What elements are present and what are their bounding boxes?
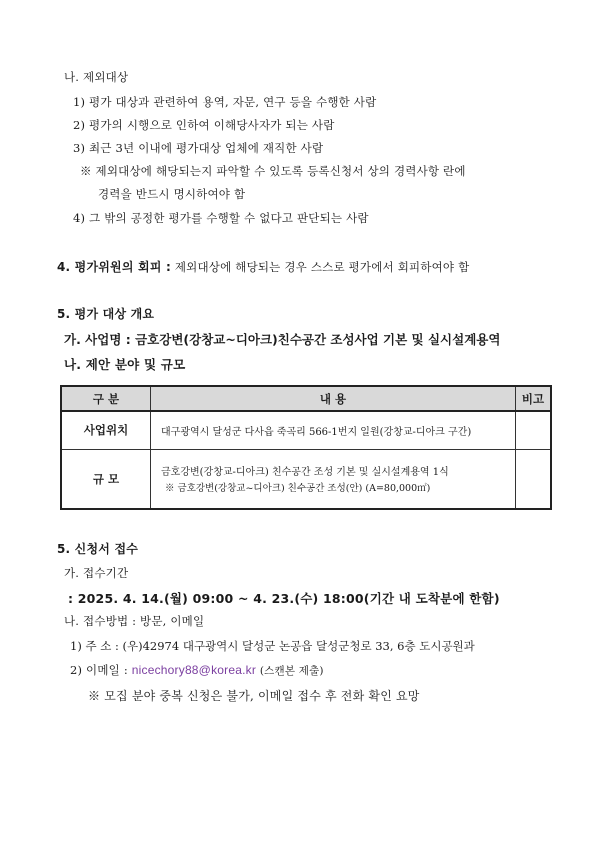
exclusion-note-line1: ※ 제외대상에 해당되는지 파악할 수 있도록 등록신청서 상의 경력사항 란에 [80,164,466,178]
table-cell-note [516,449,552,509]
table-header-row [61,386,551,411]
table-header-category: 구 분 [61,386,151,411]
section4-line [57,258,469,275]
table-cell-label: 사업위치 [61,411,151,449]
application-method: 나. 접수방법 : 방문, 이메일 [64,614,205,628]
table-row [61,411,551,449]
email-prefix: 2) 이메일 : [70,663,128,677]
application-period: : 2025. 4. 14.(월) 09:00 ~ 4. 23.(수) 18:00(기간 내 도착분에 한함) [68,591,500,606]
email-line [70,662,324,678]
table-cell-note [516,411,552,449]
overview-table [60,385,552,510]
table-cell-content: 대구광역시 달성군 다사읍 죽곡리 566-1번지 일원(강창교-디아크 구간) [151,411,516,449]
period-label: 가. 접수기간 [64,566,129,580]
table-cell-subnote: ※ 금호강변(강창교~디아크) 친수공간 조성(안) (A=80,000㎡) [165,483,431,495]
application-address: 1) 주 소 : (우)42974 대구광역시 달성군 논공읍 달성군청로 33, 6층 도시공원과 [70,639,475,653]
email-link[interactable]: nicechory88@korea.kr [131,663,257,677]
section4-title: 4. 평가위원의 회피 : [57,260,171,274]
table-header-content: 내 용 [151,386,516,411]
table-cell-label: 규 모 [61,449,151,509]
exclusion-heading: 나. 제외대상 [64,70,129,84]
section5-application-title: 5. 신청서 접수 [57,542,139,556]
exclusion-item-2: 2) 평가의 시행으로 인하여 이해당사자가 되는 사람 [73,118,335,132]
exclusion-item-3: 3) 최근 3년 이내에 평가대상 업체에 재직한 사람 [73,141,324,155]
application-notice: ※ 모집 분야 중복 신청은 불가, 이메일 접수 후 전화 확인 요망 [88,689,420,703]
table-row [61,449,551,509]
table-cell-content: 금호강변(강창교-디아크) 친수공간 조성 기본 및 실시설계용역 1식 [161,467,449,479]
exclusion-item-4: 4) 그 밖의 공정한 평가를 수행할 수 없다고 판단되는 사람 [73,211,369,225]
email-suffix: (스캔본 제출) [259,665,324,677]
table-header-note: 비고 [516,386,552,411]
table-cell-content-group [151,449,516,509]
section5-overview-title: 5. 평가 대상 개요 [57,307,155,321]
section4-text: 제외대상에 해당되는 경우 스스로 평가에서 회피하여야 함 [174,260,470,274]
scope-heading: 나. 제안 분야 및 규모 [64,357,186,372]
exclusion-note-line2: 경력을 반드시 명시하여야 함 [98,187,246,201]
exclusion-item-1: 1) 평가 대상과 관련하여 용역, 자문, 연구 등을 수행한 사람 [73,95,377,109]
project-name: 가. 사업명 : 금호강변(강창교~디아크)친수공간 조성사업 기본 및 실시설계용역 [64,332,501,347]
